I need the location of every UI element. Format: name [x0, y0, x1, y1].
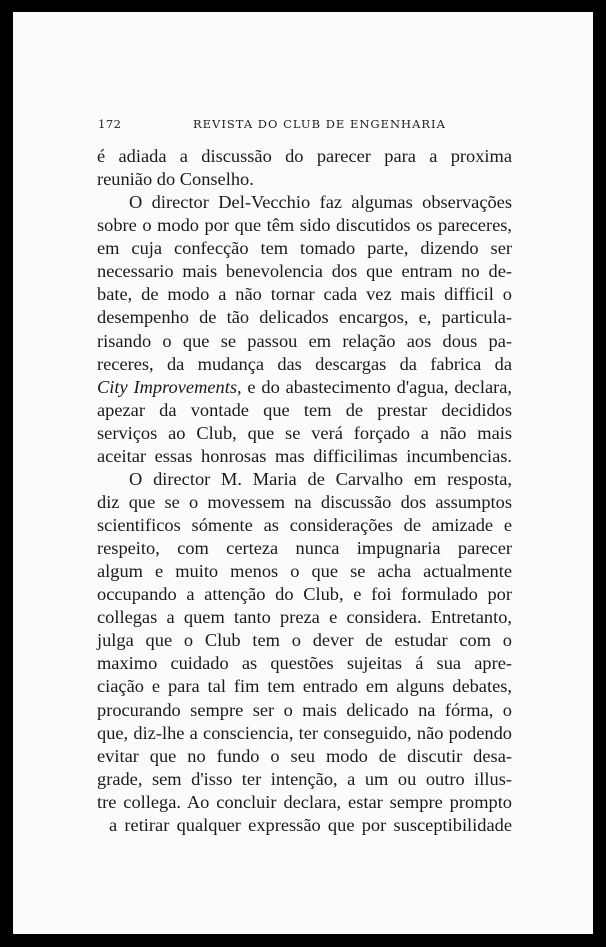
text-line: scientificos sómente as considerações de amizade e — [97, 515, 512, 535]
text-line: receres, da mudança das descargas da fabrica da — [97, 353, 512, 374]
text-line: O director M. Maria de Carvalho em resposta, — [129, 468, 512, 489]
text-line: procurando sempre ser o mais delicado na fórma, o — [97, 699, 512, 720]
text-line: tre collega. Ao concluir declara, estar sempre prompto — [97, 791, 512, 812]
book-page — [13, 12, 593, 934]
text-line: serviços ao Club, que se verá forçado a não mais — [97, 422, 512, 443]
text-line: a retirar qualquer expressão que por susceptibilidade — [109, 814, 512, 835]
text-line: em cuja confecção tem tomado parte, dizendo ser — [97, 238, 512, 259]
text-line: bate, de modo a não tornar cada vez mais difficil o — [97, 284, 512, 305]
text-line: collegas a quem tanto preza e considera. Entretanto, — [97, 607, 512, 628]
text-line: desempenho de tão delicados encargos, e, particula- — [97, 307, 512, 328]
text-line: diz que se o movessem na discussão dos assumptos — [97, 491, 512, 512]
text-line: reunião do Conselho. — [97, 169, 254, 190]
text-line: risando o que se passou em relação aos dous pa- — [97, 330, 512, 351]
text-line: apezar da vontade que tem de prestar decididos — [97, 399, 512, 420]
body-text — [97, 145, 512, 837]
text-line: é adiada a discussão do parecer para a proxima — [97, 146, 512, 166]
text-line: grade, sem d'isso ter intenção, a um ou outro illus- — [97, 768, 512, 789]
text-line: aceitar essas honrosas mas difficilimas incumbencias. — [97, 445, 512, 466]
text-line: occupando a attenção do Club, e foi formulado por — [97, 584, 512, 605]
text-line: maximo cuidado as questões sujeitas á sua apre- — [97, 653, 512, 674]
text-line: necessario mais benevolencia dos que entram no de- — [97, 261, 512, 282]
page-number: 172 — [98, 117, 122, 131]
text-line: que, diz-lhe a consciencia, ter conseguido, não podendo — [97, 722, 512, 743]
running-title: REVISTA DO CLUB DE ENGENHARIA — [193, 117, 446, 131]
text-line-rest: e do abastecimento d'agua, declara, — [241, 376, 512, 397]
text-line: sobre o modo por que têm sido discutidos os pareceres, — [97, 215, 512, 236]
text-line-with-italic — [97, 376, 512, 399]
text-line: O director Del-Vecchio faz algumas observações — [129, 192, 512, 213]
italic-company-name: City Improvements, — [97, 376, 242, 397]
text-line: ciação e para tal fim tem entrado em alguns debates, — [97, 676, 512, 697]
text-line: julga que o Club tem o dever de estudar com o — [97, 630, 512, 651]
text-line: respeito, com certeza nunca impugnaria parecer — [97, 538, 512, 559]
text-line: algum e muito menos o que se acha actualmente — [97, 561, 512, 582]
text-line: evitar que no fundo o seu modo de discutir desa- — [97, 745, 512, 766]
